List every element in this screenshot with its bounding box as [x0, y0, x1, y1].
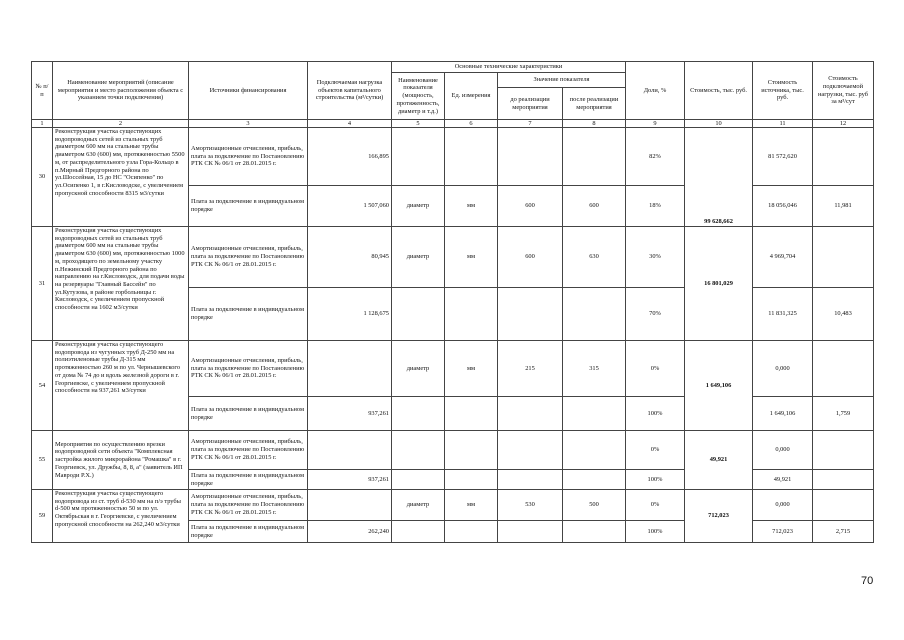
- column-number: 7: [498, 120, 563, 128]
- header-sources: Источники финансирования: [189, 62, 308, 120]
- value-after: [563, 521, 626, 543]
- param-unit: мм: [445, 341, 498, 397]
- column-number: 9: [626, 120, 685, 128]
- value-before: [498, 470, 563, 490]
- value-before: [498, 521, 563, 543]
- source-cost: 11 831,325: [753, 288, 813, 341]
- investment-program-table: [31, 61, 874, 543]
- column-number: 8: [563, 120, 626, 128]
- table-row: [32, 128, 874, 186]
- value-after: [563, 431, 626, 470]
- share: 100%: [626, 521, 685, 543]
- connected-load: [308, 431, 392, 470]
- connected-load: 937,261: [308, 397, 392, 431]
- financing-source: Амортизационные отчисления, прибыль, плата за подключение по Постановлению РТК СК № 06/1 от 28.01.2015 г.: [189, 341, 308, 397]
- param-unit: [445, 288, 498, 341]
- param-name: диаметр: [392, 227, 445, 288]
- table-row: [32, 341, 874, 397]
- param-unit: [445, 470, 498, 490]
- source-cost: 0,000: [753, 431, 813, 470]
- value-before: 600: [498, 186, 563, 227]
- share: 18%: [626, 186, 685, 227]
- header-unit: Ед. измерения: [445, 73, 498, 120]
- header-param-value: Значение показателя: [498, 73, 626, 88]
- measure-description: Реконструкция участка существующего водопровода из ст. труб d-530 мм на п/э трубы d-500 мм протяженностью 50 м по ул. Октябрьская в г. Георгиевске, с увеличением пропускной способности на 262,240 м3/сутки: [53, 490, 189, 543]
- header-before: до реализации мероприятия: [498, 88, 563, 120]
- header-after: после реализации мероприятия: [563, 88, 626, 120]
- value-before: [498, 431, 563, 470]
- header-tech: Основные технические характеристики: [392, 62, 626, 73]
- column-number: 2: [53, 120, 189, 128]
- column-number: 1: [32, 120, 53, 128]
- value-after: [563, 128, 626, 186]
- measure-description: Реконструкция участка существующих водопроводных сетей из стальных труб диаметром 600 мм на стальные трубы диаметром 630 (600) мм, протяженностью 1000 м, проходящего по земельному участку п.Нежинский Предгорного района по направлению на г.Кисловодск, для подачи воды на резервуары "Главный Бассейн" по ул.Кутузова, в районе горбольницы г. Кисловодск, с увеличением пропускной способности на 1602 м3/сутки: [53, 227, 189, 341]
- connected-load: [308, 490, 392, 521]
- unit-cost: 11,981: [813, 186, 874, 227]
- header-share: Доли, %: [626, 62, 685, 120]
- param-name: [392, 128, 445, 186]
- header-cost: Стоимость, тыс. руб.: [685, 62, 753, 120]
- header-num: № п/п: [32, 62, 53, 120]
- connected-load: [308, 341, 392, 397]
- column-number: 3: [189, 120, 308, 128]
- financing-source: Плата за подключение в индивидуальном порядке: [189, 470, 308, 490]
- header-source-cost: Стоимость источника, тыс. руб.: [753, 62, 813, 120]
- unit-cost: 2,715: [813, 521, 874, 543]
- row-number: 30: [32, 128, 53, 227]
- total-cost: 16 801,029: [685, 227, 753, 341]
- param-name: диаметр: [392, 341, 445, 397]
- source-cost: 18 056,046: [753, 186, 813, 227]
- financing-source: Плата за подключение в индивидуальном порядке: [189, 397, 308, 431]
- unit-cost: [813, 227, 874, 288]
- connected-load: 80,945: [308, 227, 392, 288]
- table-row: [32, 227, 874, 288]
- param-name: диаметр: [392, 186, 445, 227]
- measure-description: Реконструкция участка существующих водопроводных сетей из стальных труб диаметром 600 мм на стальные трубы диаметром 630 (600) мм, протяженностью 5500 м, от распределительного узла Гора-Кольцо в п.Мирный Предгорного района по ул.Шоссейная, 15 до НС "Осипенко" по ул.Осипенко 1, в г.Кисловодске, с увеличением пропускной способности 8315 м3/сутки: [53, 128, 189, 227]
- value-after: 630: [563, 227, 626, 288]
- source-cost: 49,921: [753, 470, 813, 490]
- row-number: 54: [32, 341, 53, 431]
- value-after: 500: [563, 490, 626, 521]
- param-name: [392, 431, 445, 470]
- value-after: 600: [563, 186, 626, 227]
- row-number: 55: [32, 431, 53, 490]
- source-cost: 81 572,620: [753, 128, 813, 186]
- measure-description: Мероприятия по осуществлению врезки водопроводной сети объекта "Комплексная застройка жилого микрорайона "Ромашка" в г. Георгиевск, ул. Дружбы, 8, 8, а" (заявитель ИП Мавроди Р.Х.): [53, 431, 189, 490]
- header-unit-cost: Стоимость подключаемой нагрузки, тыс. руб за м³/сут: [813, 62, 874, 120]
- param-unit: мм: [445, 227, 498, 288]
- connected-load: 166,895: [308, 128, 392, 186]
- column-number: 5: [392, 120, 445, 128]
- header-load: Подключаемая нагрузка объектов капитального строительства (м³/сутки): [308, 62, 392, 120]
- header-param-name: Наименование показателя (мощность, протяженность, диаметр и т.д.): [392, 73, 445, 120]
- share: 0%: [626, 490, 685, 521]
- source-cost: 712,023: [753, 521, 813, 543]
- param-name: [392, 470, 445, 490]
- param-name: [392, 288, 445, 341]
- column-number: 4: [308, 120, 392, 128]
- source-cost: 1 649,106: [753, 397, 813, 431]
- connected-load: 1 128,675: [308, 288, 392, 341]
- table-row: [32, 431, 874, 470]
- share: 70%: [626, 288, 685, 341]
- total-cost: 712,023: [685, 490, 753, 543]
- connected-load: 262,240: [308, 521, 392, 543]
- header-name: Наименование мероприятий (описание мероприятия и место расположения объекта с указанием точки подключения): [53, 62, 189, 120]
- value-before: [498, 397, 563, 431]
- source-cost: 4 969,704: [753, 227, 813, 288]
- unit-cost: [813, 431, 874, 470]
- share: 82%: [626, 128, 685, 186]
- value-after: 315: [563, 341, 626, 397]
- financing-source: Амортизационные отчисления, прибыль, плата за подключение по Постановлению РТК СК № 06/1 от 28.01.2015 г.: [189, 227, 308, 288]
- share: 100%: [626, 397, 685, 431]
- param-unit: мм: [445, 186, 498, 227]
- financing-source: Амортизационные отчисления, прибыль, плата за подключение по Постановлению РТК СК № 06/1 от 28.01.2015 г.: [189, 128, 308, 186]
- row-number: 59: [32, 490, 53, 543]
- connected-load: 1 507,060: [308, 186, 392, 227]
- total-cost: 99 628,662: [685, 128, 753, 227]
- financing-source: Плата за подключение в индивидуальном порядке: [189, 288, 308, 341]
- column-number: 10: [685, 120, 753, 128]
- value-before: 600: [498, 227, 563, 288]
- source-cost: 0,000: [753, 341, 813, 397]
- unit-cost: [813, 128, 874, 186]
- column-number: 6: [445, 120, 498, 128]
- value-after: [563, 288, 626, 341]
- unit-cost: [813, 490, 874, 521]
- connected-load: 937,261: [308, 470, 392, 490]
- param-unit: [445, 128, 498, 186]
- column-number-row: [32, 120, 874, 128]
- share: 30%: [626, 227, 685, 288]
- unit-cost: [813, 470, 874, 490]
- share: 0%: [626, 341, 685, 397]
- value-before: 215: [498, 341, 563, 397]
- value-after: [563, 397, 626, 431]
- unit-cost: 1,759: [813, 397, 874, 431]
- financing-source: Амортизационные отчисления, прибыль, плата за подключение по Постановлению РТК СК № 06/1 от 28.01.2015 г.: [189, 431, 308, 470]
- param-name: [392, 521, 445, 543]
- measure-description: Реконструкция участка существующего водопровода из чугунных труб Д-250 мм на полиэтиленовые трубы Д-315 мм протяженностью 260 м по ул. Чернышевского от дома № 74 до и вдоль железной дороги в г. Георгиевске, с увеличением пропускной способности на 937,261 м3/сутки: [53, 341, 189, 431]
- share: 100%: [626, 470, 685, 490]
- param-unit: [445, 397, 498, 431]
- financing-source: Амортизационные отчисления, прибыль, плата за подключение по Постановлению РТК СК № 06/1 от 28.01.2015 г.: [189, 490, 308, 521]
- unit-cost: [813, 341, 874, 397]
- table-row: [32, 490, 874, 521]
- value-after: [563, 470, 626, 490]
- financing-source: Плата за подключение в индивидуальном порядке: [189, 521, 308, 543]
- column-number: 11: [753, 120, 813, 128]
- param-name: [392, 397, 445, 431]
- page-number: 70: [861, 575, 874, 587]
- param-name: диаметр: [392, 490, 445, 521]
- value-before: [498, 288, 563, 341]
- column-number: 12: [813, 120, 874, 128]
- unit-cost: 10,483: [813, 288, 874, 341]
- value-before: 530: [498, 490, 563, 521]
- financing-source: Плата за подключение в индивидуальном порядке: [189, 186, 308, 227]
- row-number: 31: [32, 227, 53, 341]
- value-before: [498, 128, 563, 186]
- param-unit: [445, 431, 498, 470]
- share: 0%: [626, 431, 685, 470]
- total-cost: 49,921: [685, 431, 753, 490]
- param-unit: [445, 521, 498, 543]
- source-cost: 0,000: [753, 490, 813, 521]
- total-cost: 1 649,106: [685, 341, 753, 431]
- param-unit: мм: [445, 490, 498, 521]
